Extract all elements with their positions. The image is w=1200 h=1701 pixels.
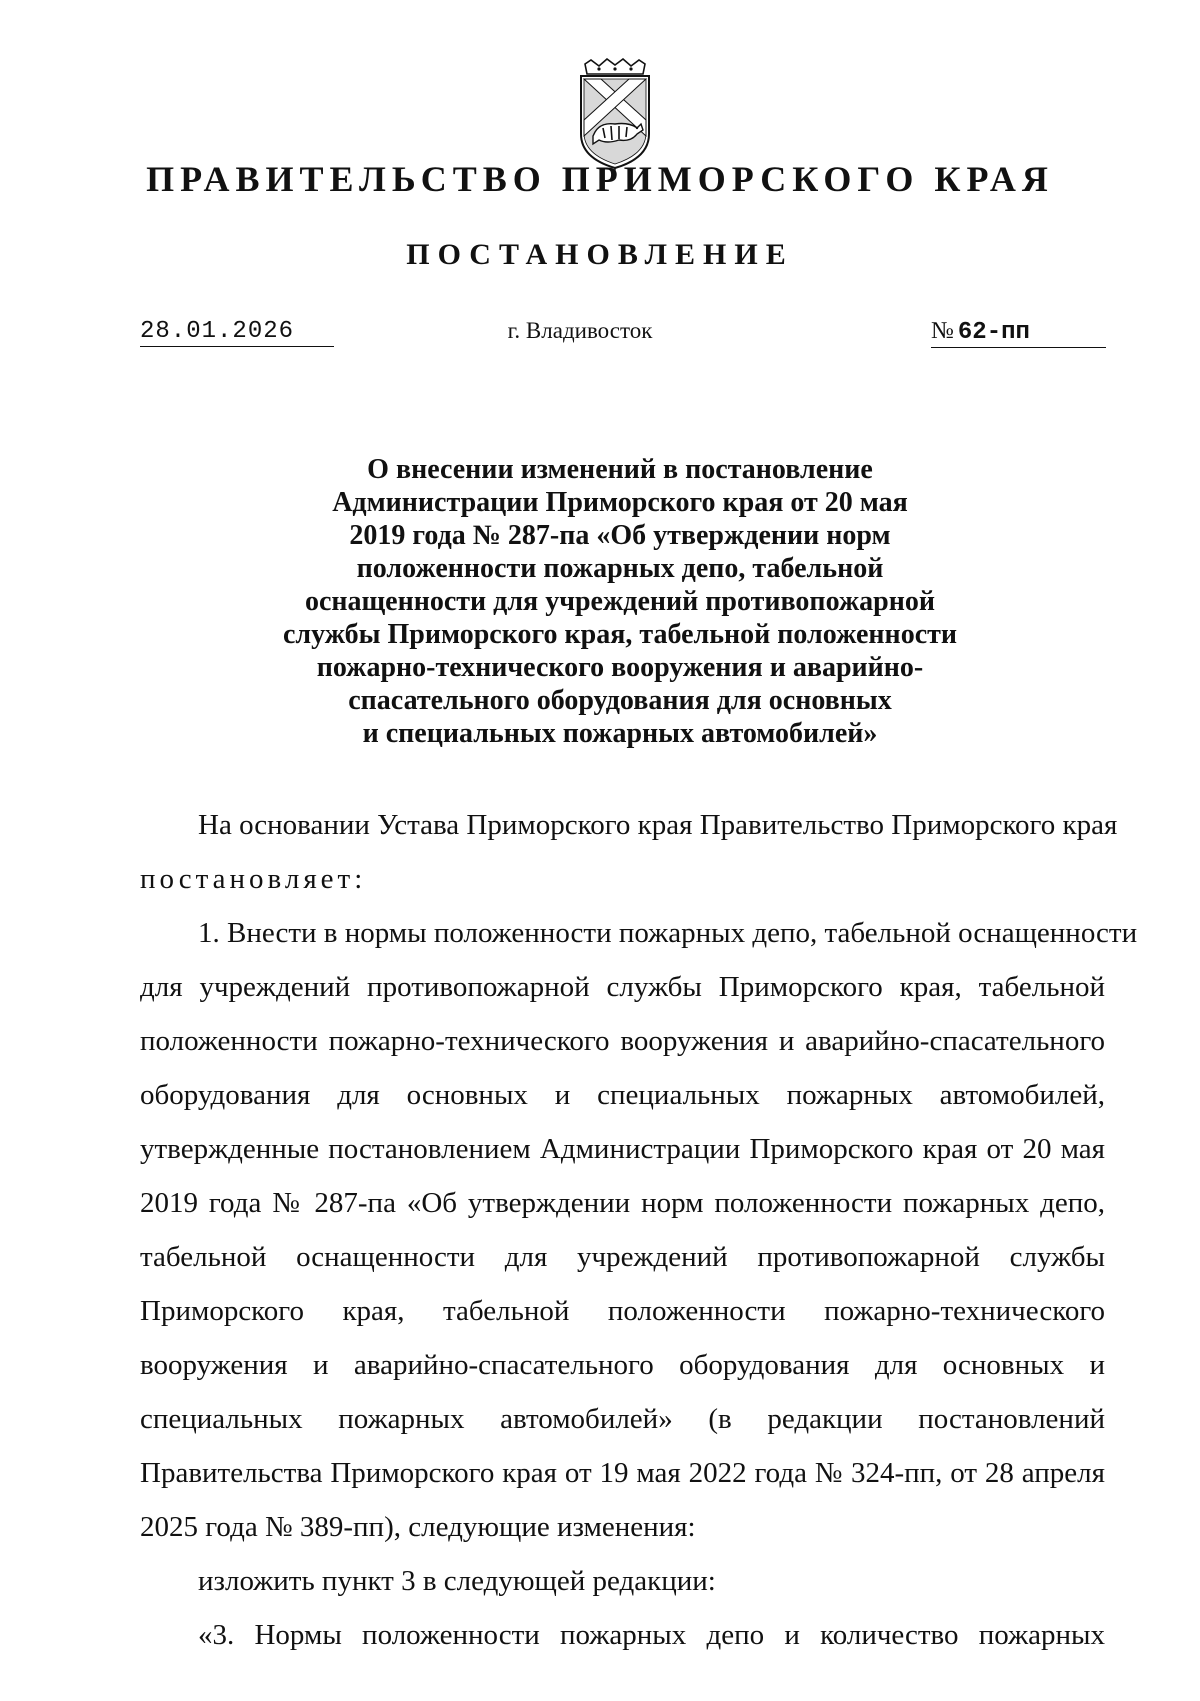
title-line: О внесении изменений в постановление (367, 454, 873, 485)
body-line: Приморского края, табельной положенности пожарно-технического (140, 1295, 1105, 1327)
title-line: спасательного оборудования для основных (348, 685, 892, 716)
body-line: изложить пункт 3 в следующей редакции: (198, 1565, 716, 1597)
document-date: 28.01.2026 (140, 318, 334, 347)
document-number-field (931, 318, 1106, 348)
title-line: 2019 года № 287-па «Об утверждении норм (349, 520, 891, 551)
title-line: и специальных пожарных автомобилей» (362, 718, 878, 749)
document-city: г. Владивосток (507, 318, 653, 343)
title-line: оснащенности для учреждений противопожарной (304, 586, 936, 617)
document-number: 62-пп (957, 319, 1030, 346)
decree-title (230, 453, 1010, 750)
body-line: 1. Внести в нормы положенности пожарных депо, табельной оснащенности (198, 917, 1138, 949)
body-line: 2025 года № 389-пп), следующие изменения: (140, 1511, 696, 1543)
title-line: пожарно-технического вооружения и аварийно- (316, 652, 924, 683)
title-line: положенности пожарных депо, табельной (356, 553, 884, 584)
title-line: службы Приморского края, табельной положенности (282, 619, 958, 650)
body-line: постановляет: (140, 863, 367, 895)
body-line: «3. Нормы положенности пожарных депо и количество пожарных (198, 1619, 1105, 1651)
body-line: табельной оснащенности для учреждений противопожарной службы (140, 1241, 1105, 1273)
body-line: для учреждений противопожарной службы Приморского края, табельной (140, 971, 1105, 1003)
document-type: ПОСТАНОВЛЕНИЕ (406, 238, 794, 271)
body-line: вооружения и аварийно-спасательного оборудования для основных и (140, 1349, 1105, 1381)
organization-title: ПРАВИТЕЛЬСТВО ПРИМОРСКОГО КРАЯ (146, 159, 1054, 199)
body-line: Правительства Приморского края от 19 мая 2022 года № 324-пп, от 28 апреля (140, 1457, 1105, 1489)
body-line: оборудования для основных и специальных пожарных автомобилей, (140, 1079, 1105, 1111)
body-line: На основании Устава Приморского края Правительство Приморского края (198, 809, 1118, 841)
body-line: специальных пожарных автомобилей» (в редакции постановлений (140, 1403, 1105, 1435)
body-line: положенности пожарно-технического вооружения и аварийно-спасательного (140, 1025, 1105, 1057)
number-sign: № (931, 318, 954, 344)
body-line: 2019 года № 287-па «Об утверждении норм положенности пожарных депо, (140, 1187, 1105, 1219)
document-meta-row (0, 318, 1200, 358)
title-line: Администрации Приморского края от 20 мая (332, 487, 908, 518)
body-line: утвержденные постановлением Администрации Приморского края от 20 мая (140, 1133, 1105, 1165)
